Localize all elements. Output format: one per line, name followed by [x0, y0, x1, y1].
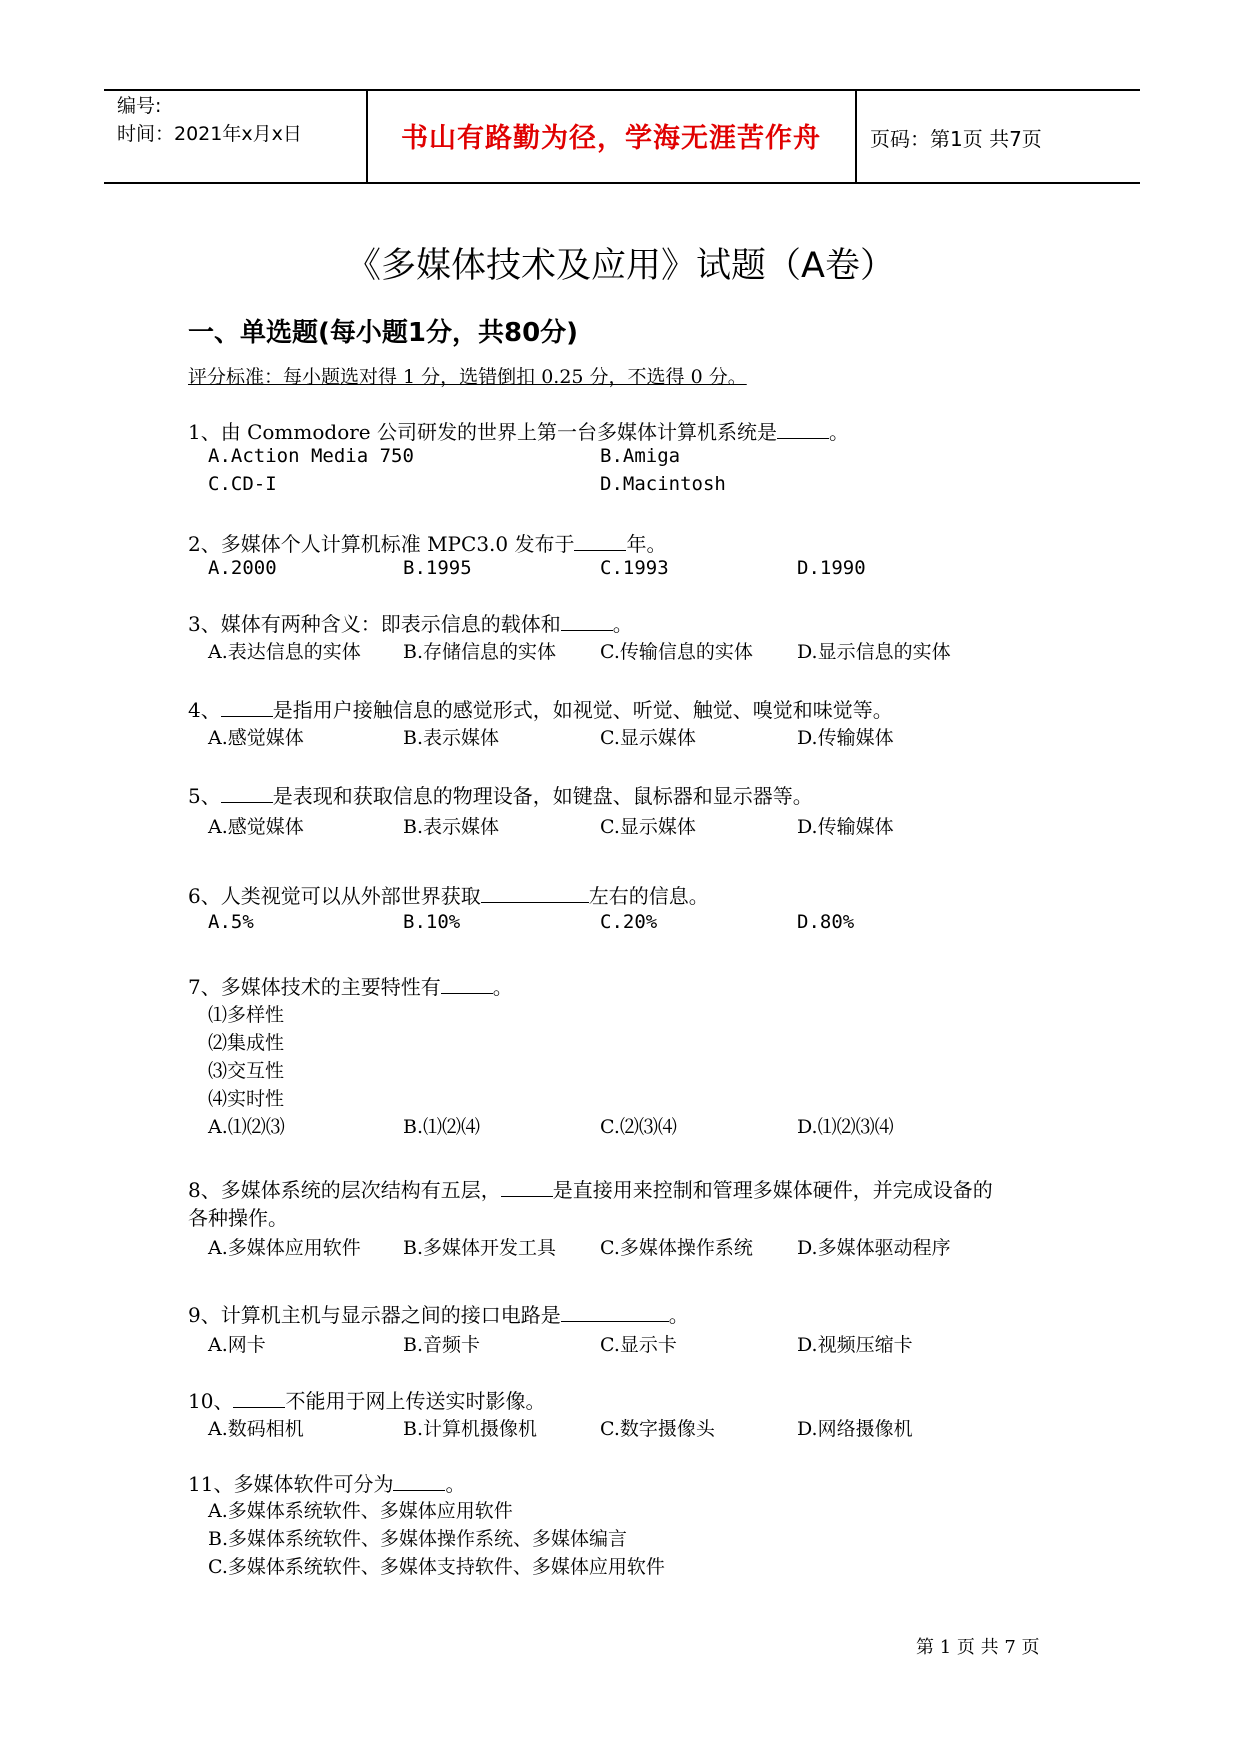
question-7: [188, 971, 513, 1000]
option-a: A.感觉媒体: [208, 727, 304, 749]
question-9: [188, 1299, 689, 1328]
option-b: B.多媒体系统软件、多媒体操作系统、多媒体编言: [208, 1528, 628, 1550]
option-d: D.传输媒体: [797, 727, 894, 749]
option-a: A.5%: [208, 911, 254, 933]
option-b: B.10%: [403, 911, 461, 933]
option-c: C.多媒体操作系统: [600, 1237, 753, 1259]
option-b: B.1995: [403, 557, 472, 579]
option-d: D.传输媒体: [797, 816, 894, 838]
option-a: A.2000: [208, 557, 277, 579]
header-top-rule: [104, 89, 1140, 91]
option-b: B.计算机摄像机: [403, 1418, 538, 1440]
question-stem-end: 。: [612, 612, 633, 636]
option-a: A.数码相机: [208, 1418, 304, 1440]
option-d: D.视频压缩卡: [797, 1334, 913, 1356]
question-5: [188, 780, 813, 809]
option-c: C.显示媒体: [600, 816, 696, 838]
section-heading: 一、单选题(每小题1分，共80分): [188, 318, 579, 348]
feature-item: ⑶交互性: [208, 1060, 285, 1082]
answer-blank: [441, 975, 493, 994]
question-stem-end: 不能用于网上传送实时影像。: [285, 1389, 546, 1413]
question-stem-end: 。: [492, 975, 513, 999]
question-stem-end: 是直接用来控制和管理多媒体硬件，并完成设备的: [552, 1178, 993, 1202]
answer-blank: [481, 884, 589, 903]
option-d: D.Macintosh: [600, 473, 726, 495]
answer-blank: [561, 612, 613, 631]
serial-number-label: 编号:: [117, 95, 162, 117]
question-stem: 9、计算机主机与显示器之间的接口电路是: [188, 1303, 561, 1327]
option-c: C.传输信息的实体: [600, 641, 753, 663]
question-stem: 2、多媒体个人计算机标准 MPC3.0 发布于: [188, 532, 575, 556]
header-bottom-rule: [104, 182, 1140, 184]
question-stem: 4、: [188, 698, 221, 722]
option-a: A.Action Media 750: [208, 445, 414, 467]
answer-blank: [221, 784, 273, 803]
question-stem: 8、多媒体系统的层次结构有五层，: [188, 1178, 501, 1202]
option-c: C.显示卡: [600, 1334, 677, 1356]
header-info: [117, 92, 302, 148]
grading-criteria: 评分标准：每小题选对得 1 分，选错倒扣 0.25 分，不选得 0 分。: [188, 366, 747, 388]
question-stem: 7、多媒体技术的主要特性有: [188, 975, 441, 999]
exam-title: 《多媒体技术及应用》试题（A卷）: [346, 246, 895, 286]
option-a: A.感觉媒体: [208, 816, 304, 838]
feature-item: ⑵集成性: [208, 1032, 285, 1054]
answer-blank: [501, 1178, 553, 1197]
option-d: D.1990: [797, 557, 866, 579]
option-b: B.音频卡: [403, 1334, 481, 1356]
question-stem-end: 。: [445, 1472, 466, 1496]
question-8-continued: 各种操作。: [188, 1206, 288, 1230]
question-stem-end: 。: [829, 420, 849, 444]
page-footer: 第 1 页 共 7 页: [916, 1637, 1040, 1658]
option-c: C.20%: [600, 911, 658, 933]
feature-item: ⑷实时性: [208, 1088, 285, 1110]
option-c: C.⑵⑶⑷: [600, 1116, 677, 1138]
question-6: [188, 880, 709, 909]
option-d: D.多媒体驱动程序: [797, 1237, 951, 1259]
question-stem-end: 左右的信息。: [588, 884, 709, 908]
question-stem: 10、: [188, 1389, 234, 1413]
feature-item: ⑴多样性: [208, 1004, 285, 1026]
question-1: [188, 416, 849, 445]
question-11: [188, 1468, 465, 1497]
question-4: [188, 694, 893, 723]
header-motto: 书山有路勤为径，学海无涯苦作舟: [401, 123, 821, 154]
answer-blank: [574, 532, 626, 551]
option-d: D.网络摄像机: [797, 1418, 913, 1440]
answer-blank: [233, 1389, 285, 1408]
header-page-number: 页码：第1页 共7页: [870, 127, 1042, 151]
question-stem-end: 。: [668, 1303, 689, 1327]
option-d: D.80%: [797, 911, 855, 933]
question-stem-end: 年。: [626, 532, 667, 556]
option-b: B.多媒体开发工具: [403, 1237, 557, 1259]
question-stem: 1、由 Commodore 公司研发的世界上第一台多媒体计算机系统是: [188, 420, 777, 444]
answer-blank: [393, 1472, 445, 1491]
question-stem: 5、: [188, 784, 221, 808]
question-stem: 3、媒体有两种含义：即表示信息的载体和: [188, 612, 561, 636]
option-c: C.数字摄像头: [600, 1418, 715, 1440]
option-b: B.存储信息的实体: [403, 641, 557, 663]
question-stem: 6、人类视觉可以从外部世界获取: [188, 884, 481, 908]
question-8: [188, 1174, 993, 1203]
option-b: B.表示媒体: [403, 727, 500, 749]
answer-blank: [221, 698, 273, 717]
option-a: A.网卡: [208, 1334, 266, 1356]
question-stem-end: 是指用户接触信息的感觉形式，如视觉、听觉、触觉、嗅觉和味觉等。: [272, 698, 893, 722]
question-stem-end: 是表现和获取信息的物理设备，如键盘、鼠标器和显示器等。: [272, 784, 813, 808]
answer-blank: [561, 1303, 669, 1322]
option-c: C.显示媒体: [600, 727, 696, 749]
option-b: B.表示媒体: [403, 816, 500, 838]
answer-blank: [777, 420, 829, 439]
option-c: C.1993: [600, 557, 669, 579]
option-b: B.⑴⑵⑷: [403, 1116, 481, 1138]
option-a: A.⑴⑵⑶: [208, 1116, 285, 1138]
option-a: A.多媒体应用软件: [208, 1237, 361, 1259]
option-a: A.多媒体系统软件、多媒体应用软件: [208, 1500, 513, 1522]
question-2: [188, 528, 666, 557]
option-c: C.CD-I: [208, 473, 277, 495]
question-stem: 11、多媒体软件可分为: [188, 1472, 394, 1496]
option-d: D.⑴⑵⑶⑷: [797, 1116, 894, 1138]
exam-time: 时间：2021年x月x日: [117, 123, 302, 145]
question-10: [188, 1385, 545, 1414]
option-a: A.表达信息的实体: [208, 641, 361, 663]
option-b: B.Amiga: [600, 445, 681, 467]
option-c: C.多媒体系统软件、多媒体支持软件、多媒体应用软件: [208, 1556, 665, 1578]
question-3: [188, 608, 633, 637]
option-d: D.显示信息的实体: [797, 641, 951, 663]
